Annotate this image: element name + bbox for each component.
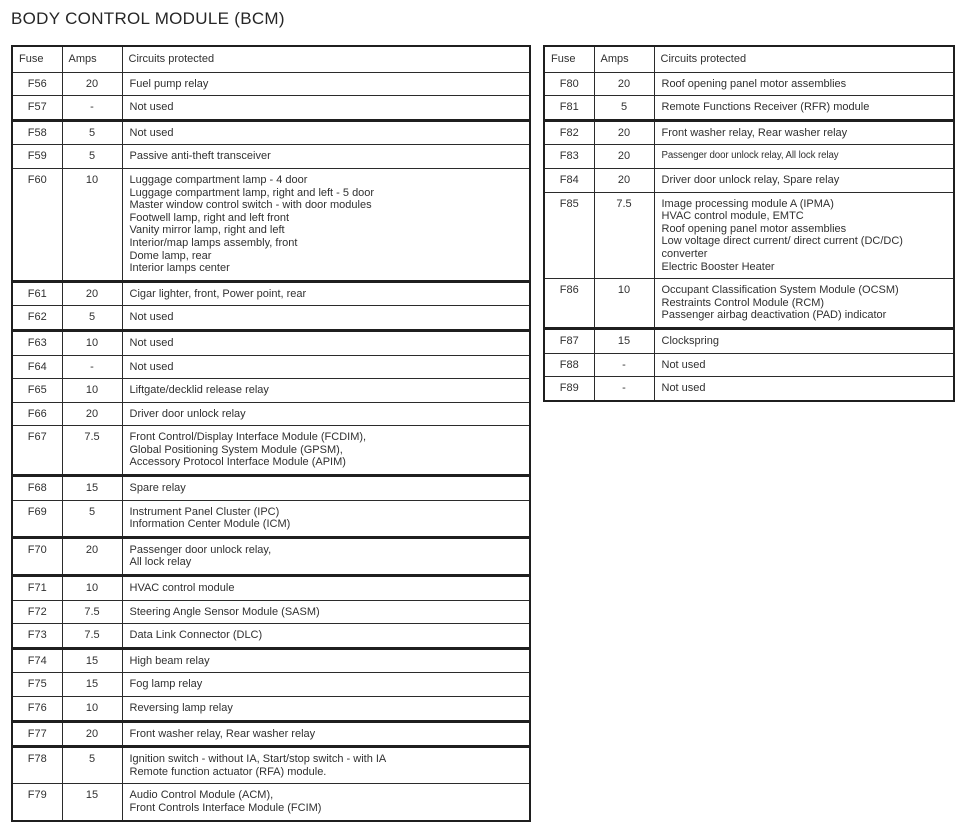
circuits-protected-cell: [654, 145, 954, 169]
circuit-line: Not used: [129, 126, 174, 139]
fuse-row-f74: [12, 648, 530, 673]
amps-cell: 20: [62, 72, 122, 96]
table-header-left: [12, 46, 530, 72]
amps-cell: 20: [594, 145, 654, 169]
circuit-line: Reversing lamp relay: [129, 702, 233, 714]
circuit-line: Not used: [129, 311, 174, 324]
header-row: [544, 46, 954, 72]
fuse-row-f83: [544, 145, 954, 169]
circuits-protected-cell: [122, 648, 530, 673]
circuit-line: All lock relay: [129, 556, 192, 569]
fuse-id-cell: F57: [12, 96, 62, 121]
fuse-id-cell: F88: [544, 353, 594, 377]
circuits-protected-cell: [122, 697, 530, 722]
circuits-protected-cell: [122, 784, 530, 821]
circuits-protected-cell: [122, 281, 530, 306]
circuit-line: Global Positioning System Module (GPSM),: [129, 443, 343, 456]
circuit-line: Front Controls Interface Module (FCIM): [129, 801, 322, 814]
fuse-id-cell: F69: [12, 500, 62, 537]
amps-cell: 10: [62, 576, 122, 601]
fuse-id-cell: F66: [12, 402, 62, 426]
bcm-fuse-table-left: [11, 45, 531, 822]
amps-cell: 10: [594, 279, 654, 329]
fuse-row-f61: [12, 281, 530, 306]
fuse-row-f59: [12, 145, 530, 169]
tables-container: [11, 45, 955, 822]
circuits-protected-cell: [122, 306, 530, 331]
fuse-row-f77: [12, 721, 530, 747]
amps-cell: 15: [62, 476, 122, 501]
circuits-protected-cell: [122, 600, 530, 624]
circuit-line: Front washer relay, Rear washer relay: [129, 727, 316, 740]
circuit-line: Luggage compartment lamp - 4 door: [129, 173, 308, 186]
fuse-row-f64: [12, 355, 530, 379]
circuit-line: Front washer relay, Rear washer relay: [661, 126, 848, 139]
column-header-circuits: Circuits protected: [122, 46, 530, 72]
circuit-line: Interior/map lamps assembly, front: [129, 236, 298, 249]
fuse-id-cell: F76: [12, 697, 62, 722]
circuit-line: Roof opening panel motor assemblies: [661, 222, 847, 235]
fuse-row-f86: [544, 279, 954, 329]
fuse-row-f62: [12, 306, 530, 331]
column-header-amps: Amps: [594, 46, 654, 72]
amps-cell: 20: [594, 168, 654, 192]
fuse-row-f79: [12, 784, 530, 821]
circuits-protected-cell: [122, 624, 530, 649]
fuse-row-f67: [12, 426, 530, 476]
fuse-id-cell: F58: [12, 120, 62, 145]
circuit-line: High beam relay: [129, 654, 210, 667]
circuit-line: Footwell lamp, right and left front: [129, 211, 290, 224]
fuse-row-f66: [12, 402, 530, 426]
circuit-line: Passenger door unlock relay,: [129, 543, 272, 556]
column-header-fuse: Fuse: [12, 46, 62, 72]
circuit-line: Instrument Panel Cluster (IPC): [129, 505, 280, 518]
fuse-row-f68: [12, 476, 530, 501]
circuits-protected-cell: [654, 353, 954, 377]
circuits-protected-cell: [654, 96, 954, 121]
circuit-line: Not used: [661, 382, 706, 395]
amps-cell: 20: [62, 402, 122, 426]
fuse-id-cell: F71: [12, 576, 62, 601]
circuit-line: Low voltage direct current/ direct current (DC/DC) converter: [661, 235, 903, 260]
circuit-line: Not used: [129, 360, 174, 373]
circuits-protected-cell: [122, 96, 530, 121]
fuse-row-f73: [12, 624, 530, 649]
fuse-row-f57: [12, 96, 530, 121]
fuse-id-cell: F80: [544, 72, 594, 96]
circuits-protected-cell: [654, 377, 954, 401]
circuit-line: Ignition switch - without IA, Start/stop switch - with IA: [129, 753, 387, 766]
amps-cell: 5: [62, 306, 122, 331]
amps-cell: 20: [594, 120, 654, 145]
fuse-id-cell: F85: [544, 192, 594, 279]
amps-cell: 15: [594, 328, 654, 353]
circuit-line: Occupant Classification System Module (OCSM): [661, 284, 899, 297]
circuit-line: Dome lamp, rear: [129, 249, 212, 262]
circuit-line: Electric Booster Heater: [661, 260, 775, 273]
fuse-row-f82: [544, 120, 954, 145]
fuse-row-f56: [12, 72, 530, 96]
amps-cell: 7.5: [594, 192, 654, 279]
fuse-id-cell: F87: [544, 328, 594, 353]
circuits-protected-cell: [122, 576, 530, 601]
fuse-id-cell: F65: [12, 379, 62, 403]
fuse-row-f76: [12, 697, 530, 722]
table-body-left: [12, 72, 530, 820]
circuits-protected-cell: [122, 379, 530, 403]
circuit-line: Fog lamp relay: [129, 678, 203, 691]
amps-cell: 20: [62, 721, 122, 747]
circuits-protected-cell: [654, 72, 954, 96]
fuse-row-f81: [544, 96, 954, 121]
amps-cell: 15: [62, 648, 122, 673]
fuse-id-cell: F61: [12, 281, 62, 306]
amps-cell: 20: [594, 72, 654, 96]
amps-cell: 10: [62, 168, 122, 281]
circuits-protected-cell: [122, 145, 530, 169]
circuit-line: Spare relay: [129, 482, 186, 495]
fuse-row-f89: [544, 377, 954, 401]
fuse-id-cell: F86: [544, 279, 594, 329]
circuit-line: Steering Angle Sensor Module (SASM): [129, 605, 320, 618]
column-header-circuits: Circuits protected: [654, 46, 954, 72]
circuit-line: Clockspring: [661, 334, 719, 347]
circuits-protected-cell: [122, 747, 530, 784]
amps-cell: 20: [62, 537, 122, 575]
circuits-protected-cell: [122, 500, 530, 537]
circuits-protected-cell: [654, 192, 954, 279]
circuit-line: Cigar lighter, front, Power point, rear: [129, 287, 307, 300]
page-title: BODY CONTROL MODULE (BCM): [11, 9, 285, 28]
circuits-protected-cell: [654, 120, 954, 145]
table-header-right: [544, 46, 954, 72]
fuse-id-cell: F72: [12, 600, 62, 624]
fuse-row-f88: [544, 353, 954, 377]
circuit-line: Remote Functions Receiver (RFR) module: [661, 101, 870, 114]
circuits-protected-cell: [122, 72, 530, 96]
fuse-id-cell: F59: [12, 145, 62, 169]
amps-cell: 15: [62, 673, 122, 697]
amps-cell: 7.5: [62, 624, 122, 649]
fuse-row-f72: [12, 600, 530, 624]
fuse-id-cell: F64: [12, 355, 62, 379]
fuse-id-cell: F81: [544, 96, 594, 121]
circuit-line: Master window control switch - with door modules: [129, 199, 372, 212]
circuits-protected-cell: [122, 426, 530, 476]
circuits-protected-cell: [654, 328, 954, 353]
amps-cell: 5: [62, 145, 122, 169]
circuit-line: Fuel pump relay: [129, 77, 209, 90]
fuse-id-cell: F83: [544, 145, 594, 169]
fuse-id-cell: F82: [544, 120, 594, 145]
circuit-line: Interior lamps center: [129, 262, 230, 275]
fuse-id-cell: F74: [12, 648, 62, 673]
fuse-id-cell: F84: [544, 168, 594, 192]
circuit-line: Not used: [661, 358, 706, 371]
fuse-row-f80: [544, 72, 954, 96]
circuit-line: Restraints Control Module (RCM): [661, 296, 825, 309]
fuse-id-cell: F70: [12, 537, 62, 575]
circuit-line: Vanity mirror lamp, right and left: [129, 224, 285, 237]
fuse-id-cell: F67: [12, 426, 62, 476]
circuit-line: Remote function actuator (RFA) module.: [129, 765, 327, 778]
amps-cell: -: [62, 355, 122, 379]
circuits-protected-cell: [122, 355, 530, 379]
circuit-line: Luggage compartment lamp, right and left - 5 door: [129, 186, 375, 199]
circuit-line: Passenger airbag deactivation (PAD) indicator: [661, 309, 887, 322]
circuit-line: HVAC control module, EMTC: [661, 210, 804, 223]
amps-cell: -: [594, 353, 654, 377]
amps-cell: -: [594, 377, 654, 401]
fuse-id-cell: F78: [12, 747, 62, 784]
fuse-id-cell: F73: [12, 624, 62, 649]
bcm-fuse-table-right: [543, 45, 955, 402]
fuse-id-cell: F77: [12, 721, 62, 747]
amps-cell: 10: [62, 697, 122, 722]
circuit-line: Passenger door unlock relay, All lock relay: [661, 150, 839, 162]
circuit-line: Image processing module A (IPMA): [661, 197, 834, 210]
circuit-line: Passive anti-theft transceiver: [129, 150, 271, 163]
fuse-id-cell: F60: [12, 168, 62, 281]
fuse-id-cell: F79: [12, 784, 62, 821]
column-header-amps: Amps: [62, 46, 122, 72]
amps-cell: 7.5: [62, 426, 122, 476]
fuse-row-f65: [12, 379, 530, 403]
fuse-row-f63: [12, 330, 530, 355]
amps-cell: 5: [62, 120, 122, 145]
amps-cell: 5: [594, 96, 654, 121]
table-body-right: [544, 72, 954, 401]
circuits-protected-cell: [122, 476, 530, 501]
circuit-line: Accessory Protocol Interface Module (APIM): [129, 456, 346, 469]
fuse-row-f75: [12, 673, 530, 697]
header-row: [12, 46, 530, 72]
circuit-line: Information Center Module (ICM): [129, 518, 291, 531]
fuse-row-f78: [12, 747, 530, 784]
amps-cell: 10: [62, 379, 122, 403]
fuse-row-f87: [544, 328, 954, 353]
circuit-line: Data Link Connector (DLC): [129, 629, 263, 642]
circuits-protected-cell: [122, 537, 530, 575]
fuse-id-cell: F56: [12, 72, 62, 96]
fuse-id-cell: F62: [12, 306, 62, 331]
amps-cell: 15: [62, 784, 122, 821]
circuits-protected-cell: [122, 673, 530, 697]
circuit-line: Not used: [129, 336, 174, 349]
fuse-row-f60: [12, 168, 530, 281]
circuits-protected-cell: [122, 120, 530, 145]
amps-cell: 5: [62, 747, 122, 784]
circuit-line: Not used: [129, 101, 174, 114]
column-header-fuse: Fuse: [544, 46, 594, 72]
circuits-protected-cell: [122, 168, 530, 281]
circuits-protected-cell: [654, 279, 954, 329]
circuit-line: HVAC control module: [129, 582, 235, 595]
fuse-id-cell: F63: [12, 330, 62, 355]
circuit-line: Front Control/Display Interface Module (FCDIM),: [129, 431, 367, 444]
circuits-protected-cell: [654, 168, 954, 192]
fuse-id-cell: F89: [544, 377, 594, 401]
fuse-row-f84: [544, 168, 954, 192]
fuse-row-f58: [12, 120, 530, 145]
circuit-line: Audio Control Module (ACM),: [129, 789, 274, 802]
fuse-row-f85: [544, 192, 954, 279]
amps-cell: -: [62, 96, 122, 121]
circuits-protected-cell: [122, 402, 530, 426]
amps-cell: 5: [62, 500, 122, 537]
fuse-id-cell: F75: [12, 673, 62, 697]
amps-cell: 20: [62, 281, 122, 306]
fuse-row-f69: [12, 500, 530, 537]
fuse-id-cell: F68: [12, 476, 62, 501]
amps-cell: 7.5: [62, 600, 122, 624]
fuse-row-f70: [12, 537, 530, 575]
circuit-line: Roof opening panel motor assemblies: [661, 77, 847, 90]
amps-cell: 10: [62, 330, 122, 355]
circuit-line: Liftgate/decklid release relay: [129, 384, 269, 397]
fuse-row-f71: [12, 576, 530, 601]
circuit-line: Driver door unlock relay, Spare relay: [661, 173, 840, 186]
circuit-line: Driver door unlock relay: [129, 407, 246, 420]
circuits-protected-cell: [122, 721, 530, 747]
circuits-protected-cell: [122, 330, 530, 355]
